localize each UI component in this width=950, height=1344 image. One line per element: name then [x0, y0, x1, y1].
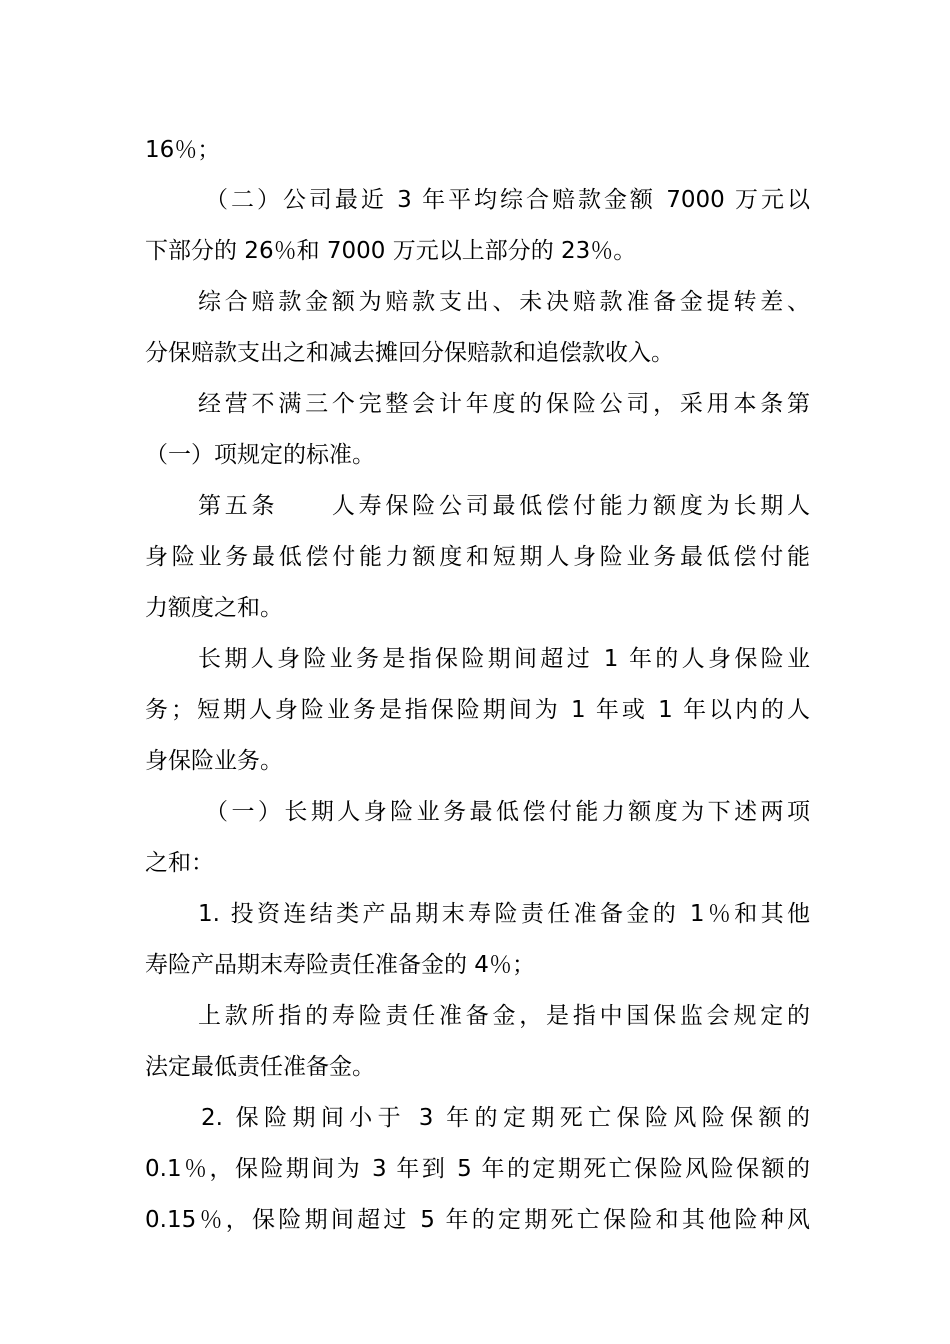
- text-line: 0.1％，保险期间为 3 年到 5 年的定期死亡保险风险保额的: [145, 1156, 810, 1182]
- text-line: 长期人身险业务是指保险期间超过 1 年的人身保险业: [198, 646, 810, 672]
- text-line: 法定最低责任准备金。: [145, 1054, 375, 1080]
- text-line: 务；短期人身险业务是指保险期间为 1 年或 1 年以内的人: [145, 697, 810, 723]
- text-line: （一）项规定的标准。: [145, 442, 375, 468]
- text-line: 之和：: [145, 850, 214, 876]
- text-line: 16％；: [145, 137, 221, 163]
- text-line: 身险业务最低偿付能力额度和短期人身险业务最低偿付能: [145, 544, 810, 570]
- text-line: 上款所指的寿险责任准备金，是指中国保监会规定的: [198, 1003, 810, 1029]
- text-line: 第五条 人寿保险公司最低偿付能力额度为长期人: [198, 493, 810, 519]
- text-line: （二）公司最近 3 年平均综合赔款金额 7000 万元以: [205, 187, 810, 213]
- text-line: 分保赔款支出之和减去摊回分保赔款和追偿款收入。: [145, 340, 674, 366]
- text-line: 0.15％，保险期间超过 5 年的定期死亡保险和其他险种风: [145, 1207, 810, 1233]
- text-line: 力额度之和。: [145, 595, 283, 621]
- text-line: 下部分的 26％和 7000 万元以上部分的 23％。: [145, 238, 637, 264]
- text-line: 1. 投资连结类产品期末寿险责任准备金的 1％和其他: [198, 901, 810, 927]
- text-line: （一）长期人身险业务最低偿付能力额度为下述两项: [205, 799, 810, 825]
- text-line: 综合赔款金额为赔款支出、未决赔款准备金提转差、: [198, 289, 810, 315]
- text-line: 身保险业务。: [145, 748, 283, 774]
- text-line: 寿险产品期末寿险责任准备金的 4％；: [145, 952, 535, 978]
- text-line: 2. 保险期间小于 3 年的定期死亡保险风险保额的: [201, 1105, 810, 1131]
- text-line: 经营不满三个完整会计年度的保险公司，采用本条第: [198, 391, 810, 417]
